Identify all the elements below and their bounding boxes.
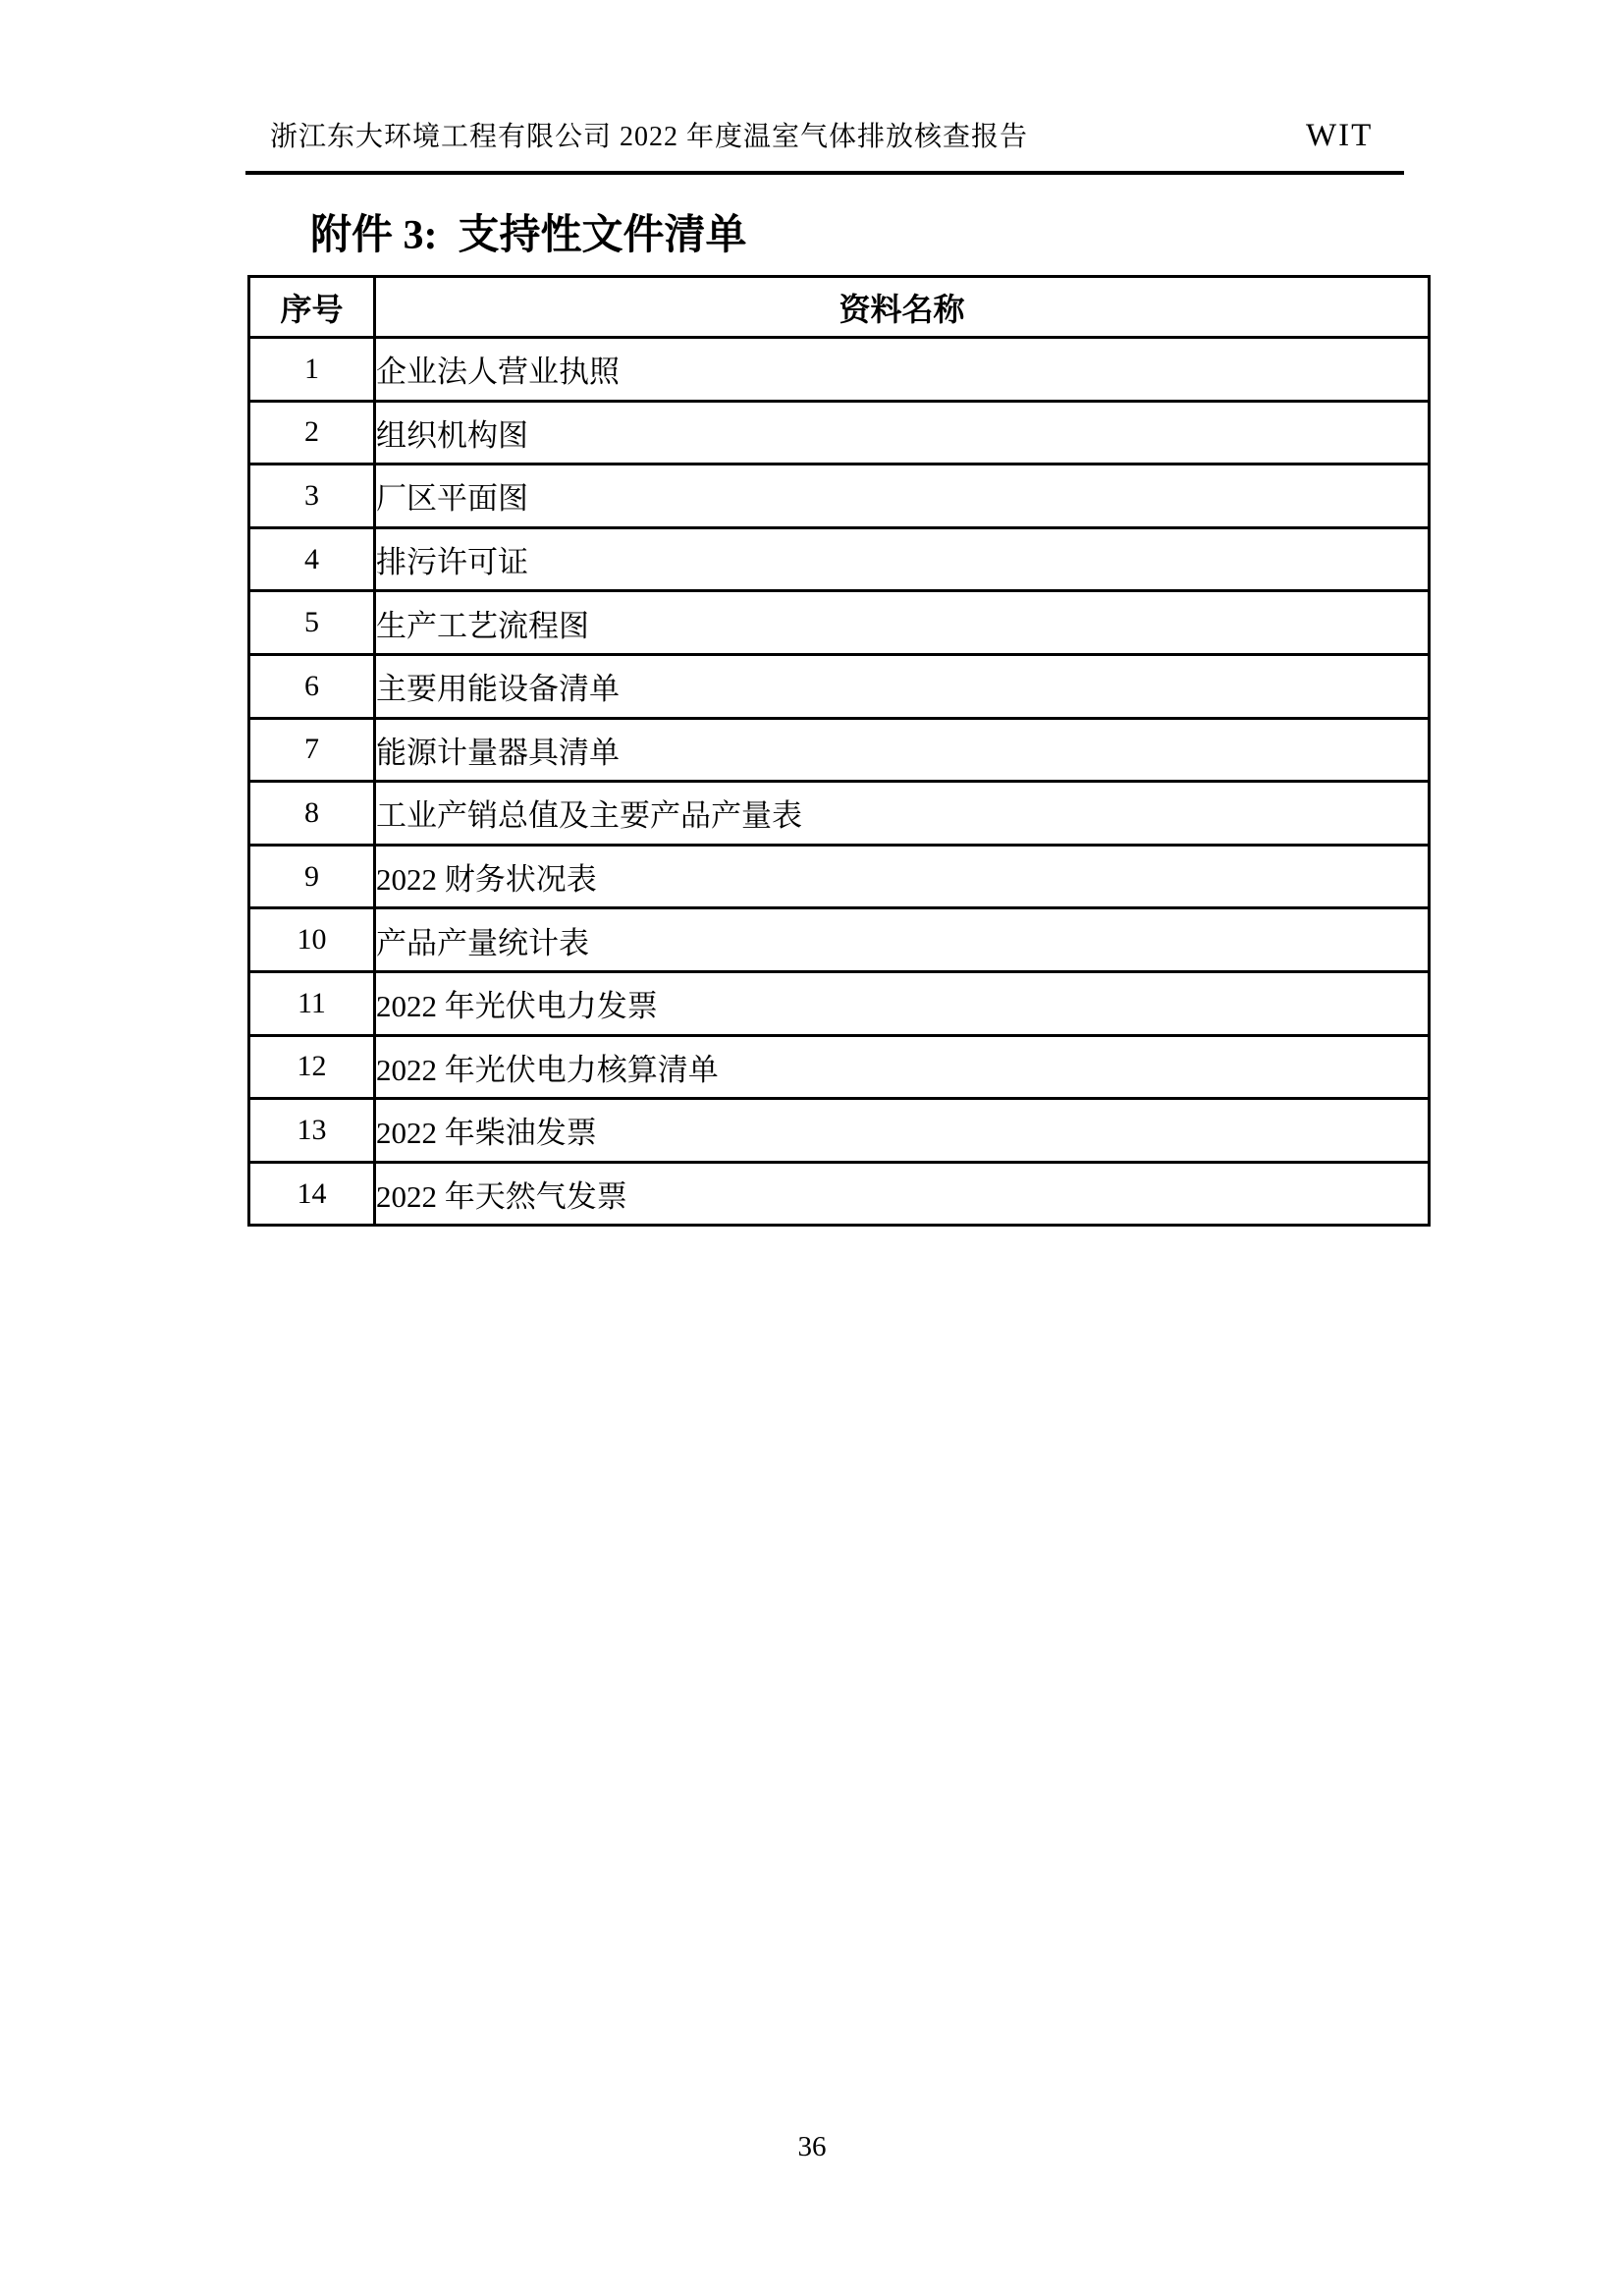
row-name-cell: 2022 财务状况表 xyxy=(375,845,1430,908)
row-name-cell: 厂区平面图 xyxy=(375,465,1430,528)
running-header-mark: WIT xyxy=(1306,118,1374,153)
row-name-cell: 2022 年柴油发票 xyxy=(375,1099,1430,1163)
row-number-cell: 4 xyxy=(249,527,375,591)
row-number-cell: 5 xyxy=(249,591,375,655)
running-header-title: 浙江东大环境工程有限公司 2022 年度温室气体排放核查报告 xyxy=(270,122,1029,152)
row-number-cell: 6 xyxy=(249,654,375,718)
column-header-number: 序号 xyxy=(249,277,375,338)
row-number-cell: 9 xyxy=(249,845,375,908)
row-name-cell: 产品产量统计表 xyxy=(375,908,1430,972)
table-row xyxy=(249,1162,1430,1226)
row-number-cell: 13 xyxy=(249,1099,375,1163)
table-row xyxy=(249,718,1430,782)
row-name-cell: 主要用能设备清单 xyxy=(375,654,1430,718)
row-number-cell: 2 xyxy=(249,401,375,465)
row-name-cell: 工业产销总值及主要产品产量表 xyxy=(375,782,1430,846)
attachment-title: 附件 3: 支持性文件清单 xyxy=(310,213,747,258)
table-row xyxy=(249,782,1430,846)
row-number-cell: 11 xyxy=(249,971,375,1035)
table-header-row xyxy=(249,277,1430,338)
row-number-cell: 3 xyxy=(249,465,375,528)
row-name-cell: 组织机构图 xyxy=(375,401,1430,465)
row-name-cell: 2022 年光伏电力核算清单 xyxy=(375,1035,1430,1099)
row-name-cell: 2022 年天然气发票 xyxy=(375,1162,1430,1226)
row-number-cell: 8 xyxy=(249,782,375,846)
row-name-cell: 能源计量器具清单 xyxy=(375,718,1430,782)
row-name-cell: 生产工艺流程图 xyxy=(375,591,1430,655)
row-number-cell: 1 xyxy=(249,338,375,402)
table-row xyxy=(249,465,1430,528)
table-row xyxy=(249,845,1430,908)
table-row xyxy=(249,908,1430,972)
row-name-cell: 2022 年光伏电力发票 xyxy=(375,971,1430,1035)
page-number: 36 xyxy=(797,2131,827,2162)
row-number-cell: 14 xyxy=(249,1162,375,1226)
row-number-cell: 10 xyxy=(249,908,375,972)
supporting-documents-table xyxy=(247,275,1431,1227)
table-row xyxy=(249,654,1430,718)
row-number-cell: 12 xyxy=(249,1035,375,1099)
table-row xyxy=(249,338,1430,402)
table-row xyxy=(249,1099,1430,1163)
table-row xyxy=(249,527,1430,591)
table-row xyxy=(249,401,1430,465)
table-row xyxy=(249,591,1430,655)
header-divider-rule xyxy=(245,171,1404,175)
table-row xyxy=(249,971,1430,1035)
column-header-name: 资料名称 xyxy=(375,277,1430,338)
row-name-cell: 企业法人营业执照 xyxy=(375,338,1430,402)
row-name-cell: 排污许可证 xyxy=(375,527,1430,591)
table-row xyxy=(249,1035,1430,1099)
row-number-cell: 7 xyxy=(249,718,375,782)
